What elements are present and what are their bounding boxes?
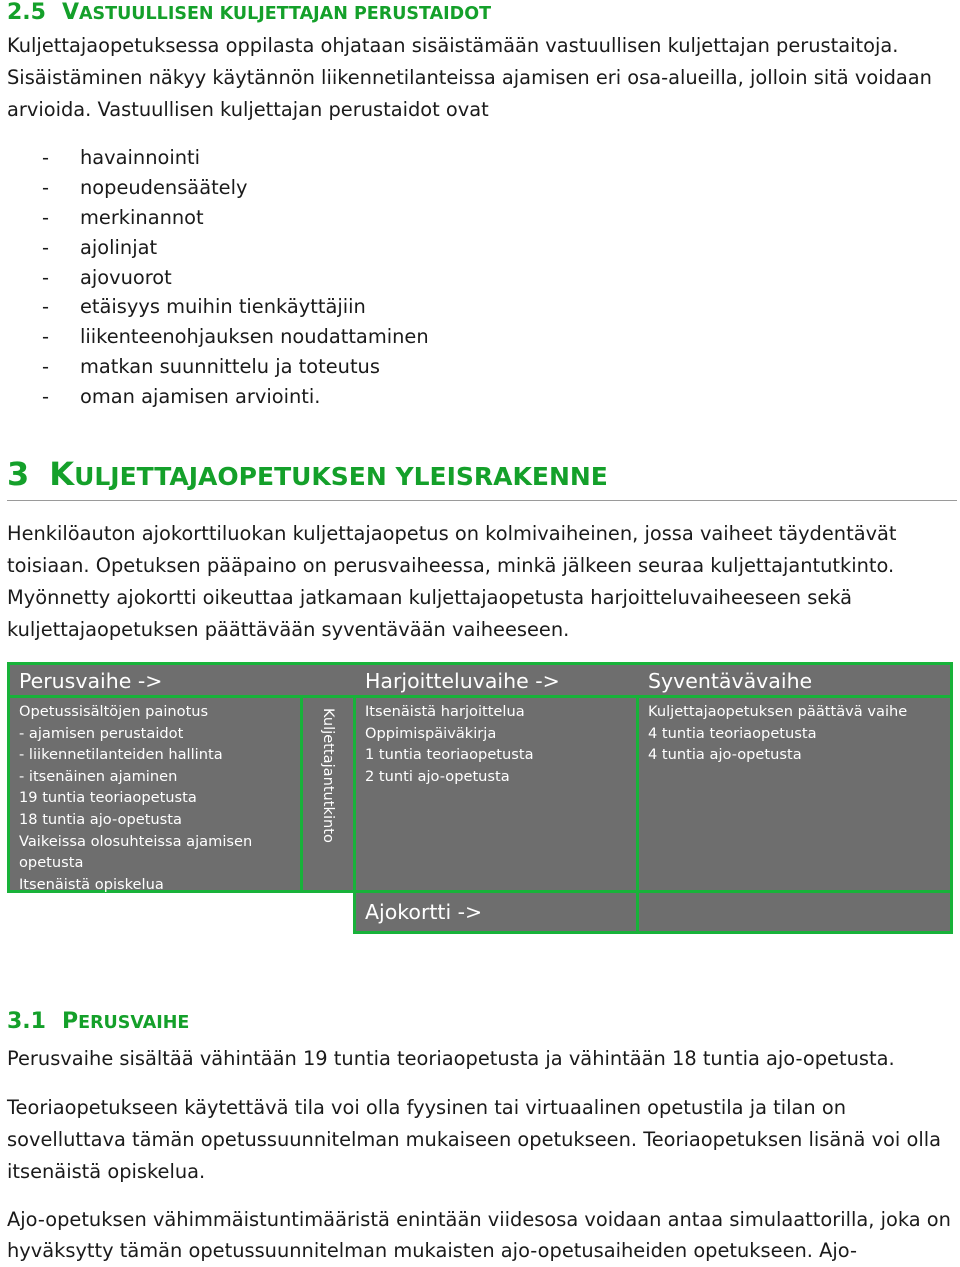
syventava-line: 4 tuntia teoriaopetusta	[648, 724, 817, 742]
perusvaihe-header: Perusvaihe ->	[19, 669, 163, 693]
perus-line: - itsenäinen ajaminen	[19, 767, 178, 785]
intro-line-1: Kuljettajaopetuksessa oppilasta ohjataan sisäistämään vastuullisen kuljettajan perustaitoja.	[7, 34, 899, 57]
paragraph-line: kuljettajaopetuksen päättävään syventävään vaiheeseen.	[7, 618, 570, 641]
perus-line: - ajamisen perustaidot	[19, 724, 184, 742]
section-number: 2.5	[7, 0, 46, 25]
kuljettajantutkinto-box	[300, 695, 356, 893]
syventava-line: Kuljettajaopetuksen päättävä vaihe	[648, 703, 908, 720]
ajokortti-band	[353, 890, 953, 934]
intro-line-3: arvioida. Vastuullisen kuljettajan perustaidot ovat	[7, 98, 489, 121]
section-number: 3	[7, 455, 30, 493]
paragraph-line: sovelluttava tämän opetussuunnitelman mukaiseen opetukseen. Teoriaopetuksen lisänä voi olla	[7, 1128, 941, 1151]
paragraph-line: Myönnetty ajokortti oikeuttaa jatkamaan kuljettajaopetusta harjoitteluvaiheeseen sekä	[7, 586, 853, 609]
perusvaihe-box	[7, 695, 303, 893]
section-title-rest: ASTUULLISEN KULJETTAJAN PERUSTAIDOT	[79, 4, 492, 24]
section-number: 3.1	[7, 1009, 46, 1034]
syventavavaihe-header: Syventävävaihe	[648, 669, 813, 693]
harjoittelu-line: 2 tunti ajo-opetusta	[365, 767, 510, 785]
kuljettajantutkinto-label: Kuljettajantutkinto	[320, 708, 337, 843]
harjoitteluvaihe-box	[353, 695, 639, 893]
paragraph-line: itsenäistä opiskelua.	[7, 1160, 206, 1183]
harjoittelu-line: Itsenäistä harjoittelua	[365, 703, 525, 720]
perus-line: 18 tuntia ajo-opetusta	[19, 810, 182, 828]
section-title-rest: ULJETTAJAOPETUKSEN YLEISRAKENNE	[74, 462, 608, 491]
section-title-initial: K	[49, 455, 75, 493]
section-2-5-heading	[7, 0, 491, 25]
perus-line: Itsenäistä opiskelua	[19, 875, 164, 893]
syventavavaihe-box	[636, 695, 953, 893]
section-title-initial: V	[61, 0, 80, 25]
ajokortti-label: Ajokortti ->	[365, 900, 483, 924]
heading-rule	[7, 500, 957, 501]
perus-line: Opetussisältöjen painotus	[19, 703, 209, 720]
paragraph-line: Ajo-opetuksen vähimmäistuntimääristä enintään viidesosa voidaan antaa simulaattorilla, joka on	[7, 1208, 951, 1231]
section-title-initial: P	[61, 1009, 79, 1034]
section-3-1-heading	[7, 1009, 189, 1034]
perus-line: Vaikeissa olosuhteissa ajamisen	[19, 832, 253, 850]
paragraph-line: hyväksytty tämän opetussuunnitelman mukaisten ajo-opetusaiheiden opetukseen. Ajo-	[7, 1239, 857, 1262]
paragraph-line: Perusvaihe sisältää vähintään 19 tuntia teoriaopetusta ja vähintään 18 tuntia ajo-opetusta.	[7, 1047, 895, 1070]
phase-header-band	[7, 662, 953, 698]
harjoitteluvaihe-header: Harjoitteluvaihe ->	[365, 669, 560, 693]
harjoittelu-line: 1 tuntia teoriaopetusta	[365, 746, 534, 764]
paragraph-line: Henkilöauton ajokorttiluokan kuljettajaopetus on kolmivaiheinen, jossa vaiheet täydentävät	[7, 522, 897, 545]
intro-line-2: Sisäistäminen näkyy käytännön liikennetilanteissa ajamisen eri osa-alueilla, jolloin sitä voidaan	[7, 66, 932, 89]
harjoittelu-line: Oppimispäiväkirja	[365, 724, 497, 742]
section-title-rest: ERUSVAIHE	[78, 1013, 190, 1033]
perus-line: 19 tuntia teoriaopetusta	[19, 789, 197, 807]
ajokortti-divider	[636, 890, 639, 934]
syventava-line: 4 tuntia ajo-opetusta	[648, 746, 802, 764]
paragraph-line: toisiaan. Opetuksen pääpaino on perusvaiheessa, minkä jälkeen seuraa kuljettajantutkinto.	[7, 554, 895, 577]
paragraph-line: Teoriaopetukseen käytettävä tila voi olla fyysinen tai virtuaalinen opetustila ja tilan on	[7, 1096, 847, 1119]
perus-line: opetusta	[19, 854, 84, 872]
section-3-heading	[7, 455, 608, 493]
perus-line: - liikennetilanteiden hallinta	[19, 746, 223, 764]
